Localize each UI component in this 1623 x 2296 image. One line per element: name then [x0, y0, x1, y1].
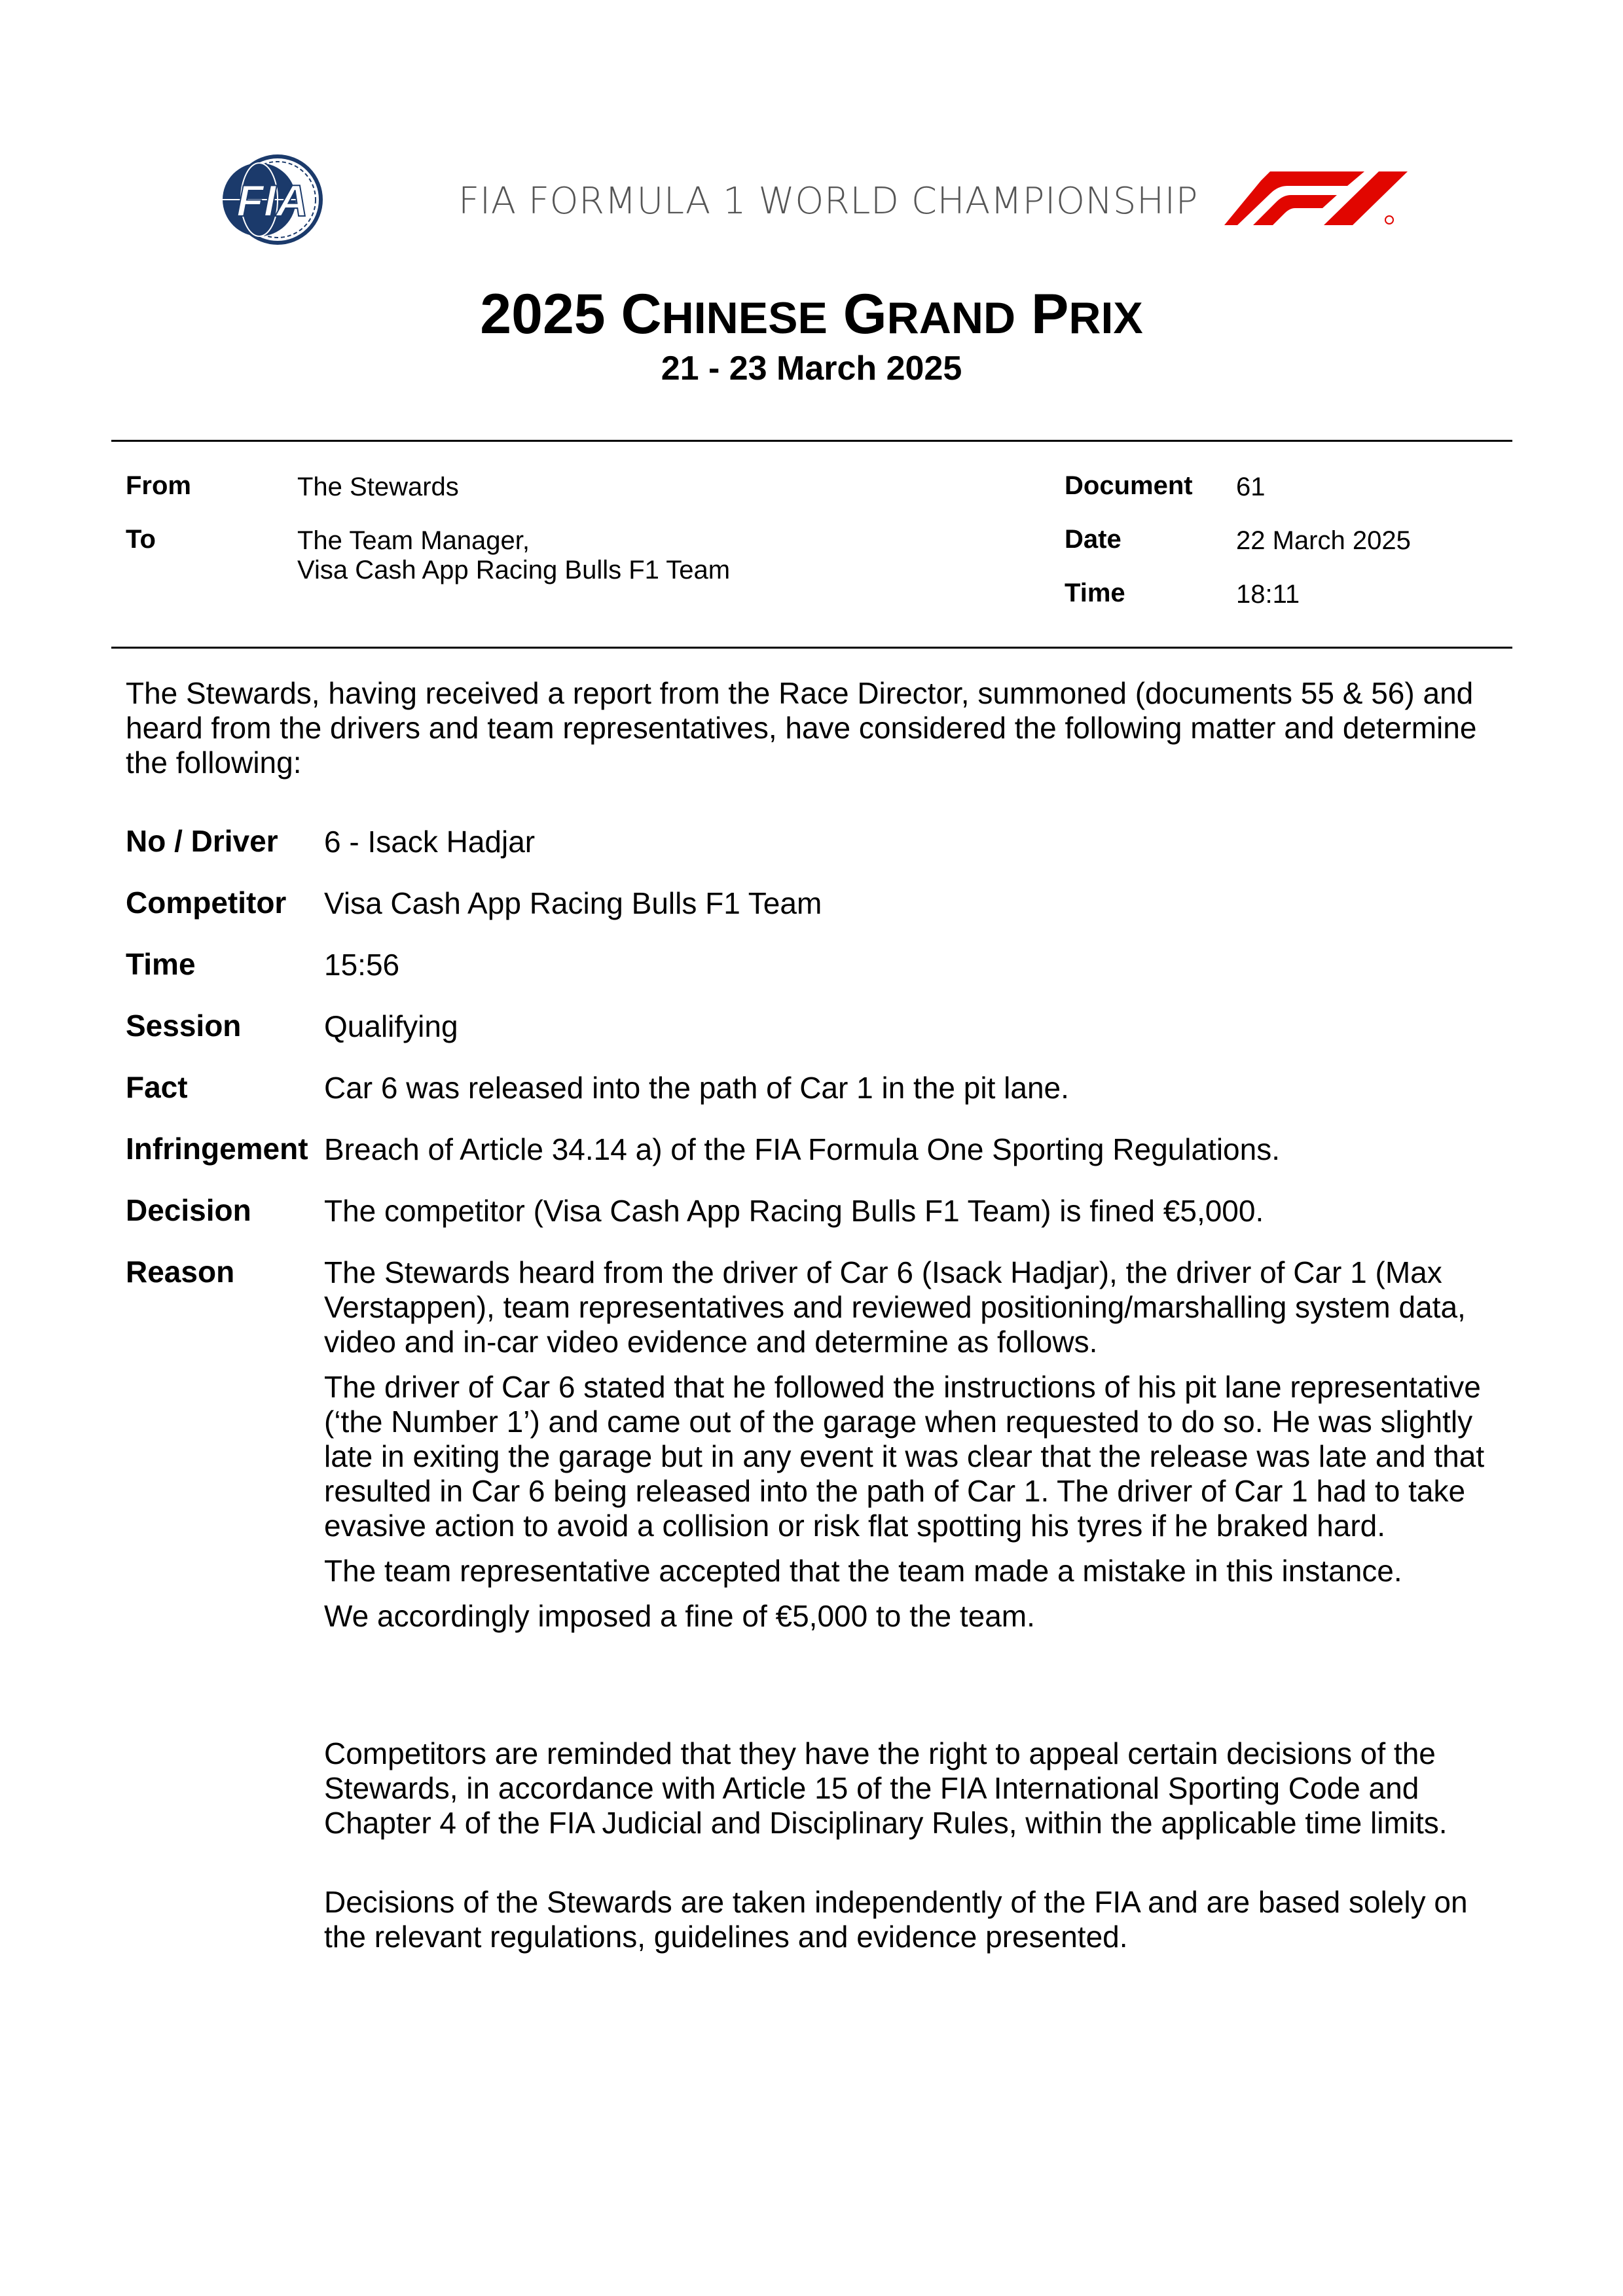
document-label: Document: [1065, 471, 1193, 500]
date-value: 22 March 2025: [1236, 526, 1411, 555]
decision-label: Decision: [126, 1193, 251, 1227]
reason-paragraph: The Stewards heard from the driver of Car 6 (Isack Hadjar), the driver of Car 1 (Max Verstappen), team representatives and reviewed positioning/marshalling system data, video and in-car video evidence and determine as follows.: [324, 1255, 1466, 1359]
fia-logo: [208, 152, 347, 247]
document-value: 61: [1236, 473, 1266, 501]
decision-value: The competitor (Visa Cash App Racing Bulls F1 Team) is fined €5,000.: [324, 1194, 1264, 1228]
event-title: 2025 CHINESE GRAND PRIX: [480, 283, 1143, 346]
bottom-divider: [111, 647, 1512, 649]
time-value: 18:11: [1236, 580, 1300, 609]
reason-paragraph: The driver of Car 6 stated that he followed the instructions of his pit lane representative (‘the Number 1’) and came out of the garage when requested to do so. He was slightly late in exiting the garage but in any event it was clear that the release was late and that resulted in Car 6 being released into the path of Car 1. The driver of Car 1 had to take evasive action to avoid a collision or risk flat spotting his tyres if he braked hard.: [324, 1370, 1485, 1543]
infringement-value: Breach of Article 34.14 a) of the FIA Formula One Sporting Regulations.: [324, 1132, 1281, 1166]
independence-notice: Decisions of the Stewards are taken independently of the FIA and are based solely on the relevant regulations, guidelines and evidence presented.: [324, 1885, 1468, 1954]
reason-label: Reason: [126, 1255, 235, 1289]
from-value: The Stewards: [297, 473, 459, 501]
to-line-1: The Team Manager,: [297, 526, 530, 555]
intro-paragraph: The Stewards, having received a report from the Race Director, summoned (documents 55 & 56) and heard from the drivers and team representatives, have considered the following matter and determine the following:: [126, 676, 1477, 780]
session-value: Qualifying: [324, 1009, 458, 1043]
appeal-notice: Competitors are reminded that they have the right to appeal certain decisions of the Stewards, in accordance with Article 15 of the FIA International Sporting Code and Chapter 4 of the FIA Judicial and Disciplinary Rules, within the applicable time limits.: [324, 1736, 1448, 1840]
date-label: Date: [1065, 525, 1122, 554]
incident-time-label: Time: [126, 947, 196, 981]
session-label: Session: [126, 1009, 242, 1043]
to-label: To: [126, 525, 156, 554]
reason-text: [324, 1255, 1509, 1644]
to-value: [297, 526, 730, 585]
reason-paragraph: We accordingly imposed a fine of €5,000 to the team.: [324, 1599, 1035, 1633]
fia-logo-text: FIA: [236, 176, 308, 226]
from-label: From: [126, 471, 191, 500]
top-divider: [111, 440, 1512, 442]
to-line-2: Visa Cash App Racing Bulls F1 Team: [297, 556, 731, 584]
time-label: Time: [1065, 579, 1125, 607]
event-dates: 21 - 23 March 2025: [661, 350, 962, 387]
fact-value: Car 6 was released into the path of Car 1 in the pit lane.: [324, 1071, 1069, 1105]
fact-label: Fact: [126, 1070, 188, 1104]
incident-time-value: 15:56: [324, 948, 400, 982]
competitor-value: Visa Cash App Racing Bulls F1 Team: [324, 886, 822, 920]
driver-value: 6 - Isack Hadjar: [324, 825, 536, 859]
driver-label: No / Driver: [126, 824, 278, 858]
championship-title: FIA FORMULA 1 WORLD CHAMPIONSHIP: [458, 180, 1198, 223]
infringement-label: Infringement: [126, 1132, 308, 1166]
competitor-label: Competitor: [126, 886, 287, 920]
f1-logo: [1224, 171, 1421, 225]
document-header: [0, 0, 1623, 275]
reason-paragraph: The team representative accepted that the team made a mistake in this instance.: [324, 1554, 1402, 1588]
